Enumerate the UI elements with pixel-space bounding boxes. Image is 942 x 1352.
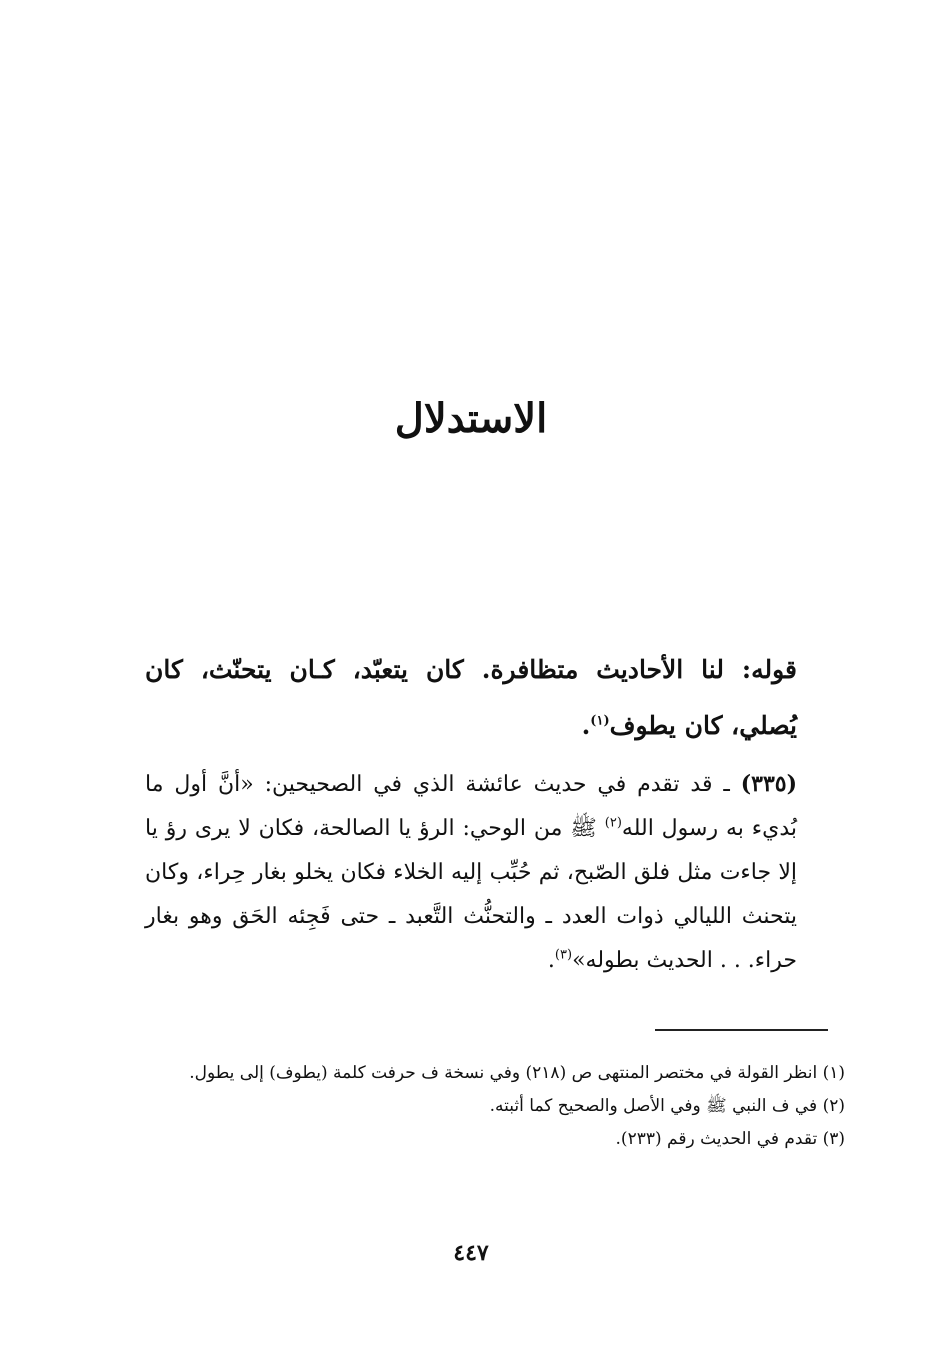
hadith-end: . <box>547 948 555 973</box>
footnote-ref-3[interactable]: (٣) <box>554 947 573 963</box>
quote-text: قوله: لنا الأحاديث متظافرة. كان يتعبّد، كـان يتحنّث، كان يُصلي، كان يطوف <box>145 655 797 740</box>
hadith-text-part1: ـ قد تقدم في حديث عائشة الذي في الصحيحين: «أنَّ أول ما بُديء به رسول الله <box>145 772 798 841</box>
footnotes <box>145 1058 845 1157</box>
page-number: ٤٤٧ <box>453 1240 489 1266</box>
hadith-text-part2: ﷺ من الوحي: الرؤ يا الصالحة، فكان لا يرى رؤ يا إلا جاءت مثل فلق الصّبح، ثم حُبِّب إليه الخلاء فكان يخلو بغار حِراء، وكان يتحنث الليالي ذوات العدد ـ والتحنُّث التَّعبد ـ حتى فَجِئه الحَق وهو بغار حراء. . . الحديث بطوله» <box>145 816 797 973</box>
chapter-title: الاستدلال <box>394 394 548 442</box>
quote-end: . <box>581 711 591 740</box>
footnote-2: (٢) في ف النبي ﷺ وفي الأصل والصحيح كما أثبته. <box>489 1096 845 1116</box>
footnote-ref-2[interactable]: (٢) <box>604 815 622 831</box>
footnote-divider <box>655 1029 828 1031</box>
footnote-3: (٣) تقدم في الحديث رقم (٢٣٣). <box>615 1129 845 1149</box>
hadith-number: (٣٣٥) <box>740 771 797 797</box>
hadith-paragraph <box>145 762 797 983</box>
footnote-1: (١) انظر القولة في مختصر المنتهى ص (٢١٨) وفي نسخة ف حرفت كلمة (يطوف) إلى يطول. <box>189 1063 845 1083</box>
main-text <box>145 642 797 983</box>
footnote-ref-1[interactable]: (١) <box>590 713 610 729</box>
quoted-statement <box>145 642 797 754</box>
